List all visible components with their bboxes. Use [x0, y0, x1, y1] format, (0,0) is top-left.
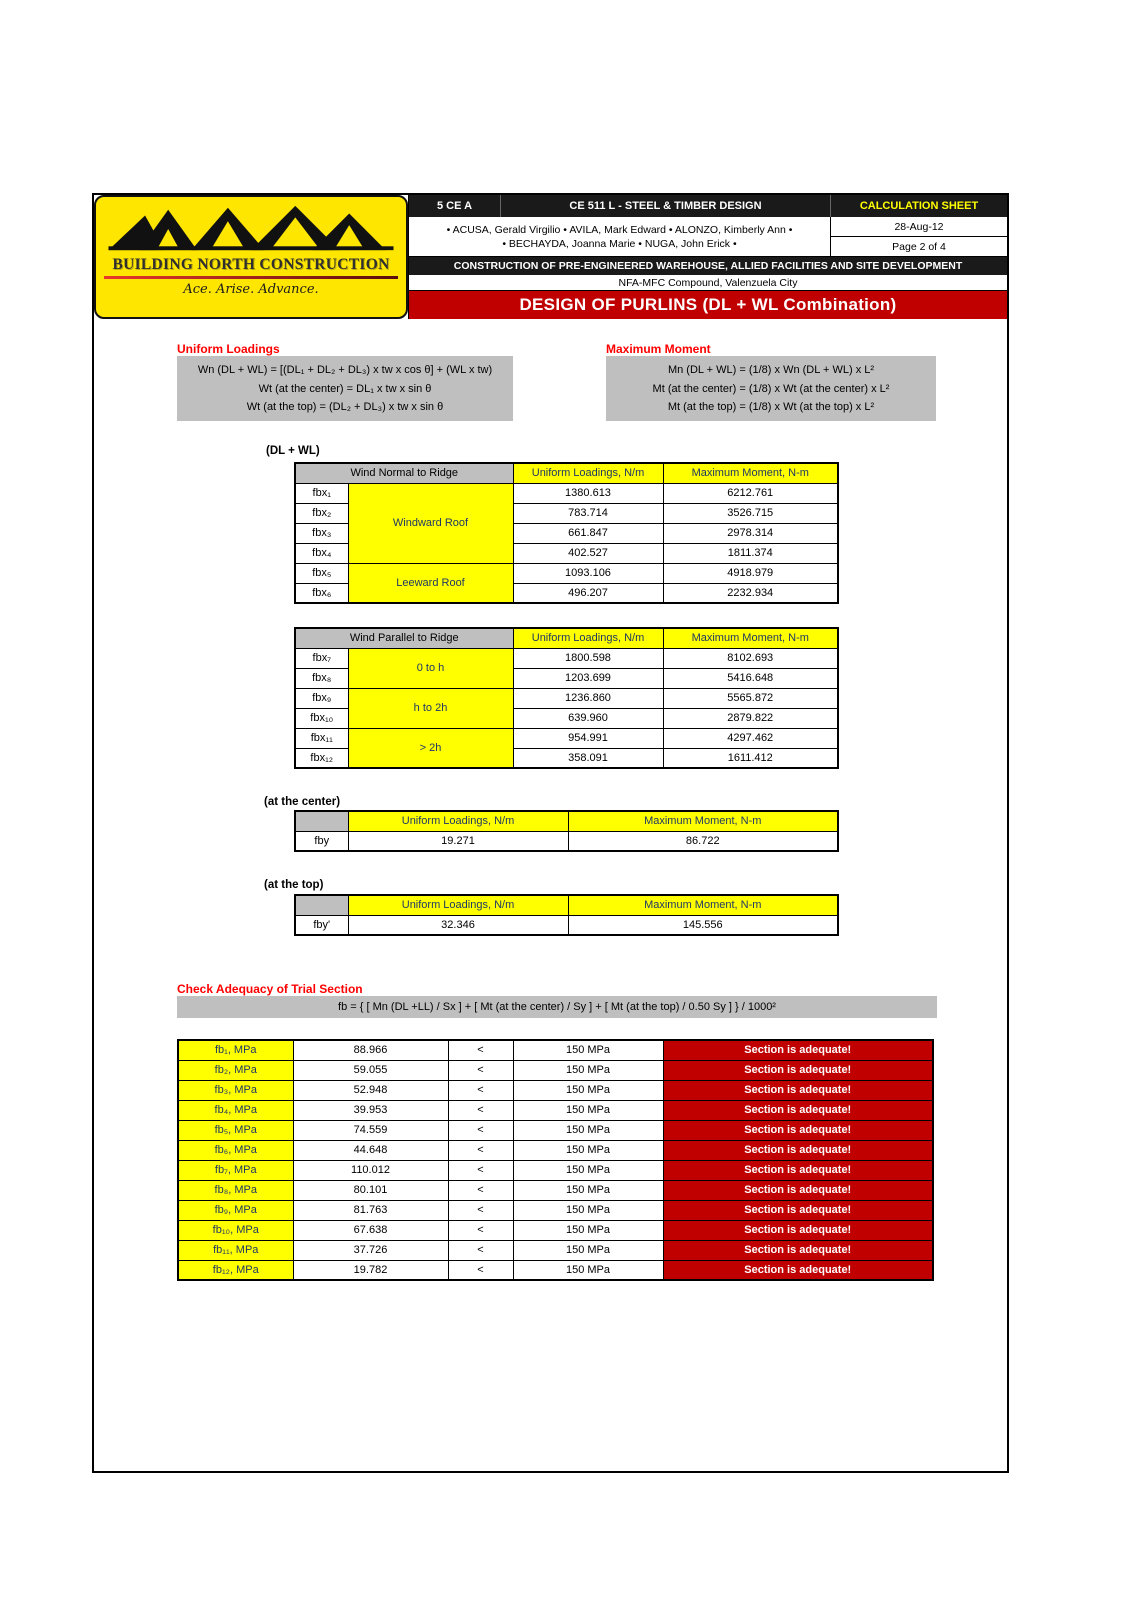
uniform-loading-value: 32.346: [348, 915, 568, 935]
adequacy-row: [178, 1180, 933, 1200]
uniform-loading-value: 1236.860: [513, 688, 663, 708]
row-label: fbx₂: [295, 503, 348, 523]
section-code: 5 CE A: [409, 195, 501, 217]
adequacy-row: [178, 1260, 933, 1280]
stress-label: fb₂, MPa: [178, 1060, 293, 1080]
zone-cell: Leeward Roof: [348, 563, 513, 603]
uniform-loadings-column-header: Uniform Loadings, N/m: [513, 463, 663, 483]
company-logo-graphic: [106, 202, 396, 254]
allowable-stress-value: 150 MPa: [513, 1180, 663, 1200]
row-label: fby': [295, 915, 348, 935]
maximum-moment-value: 4918.979: [663, 563, 838, 583]
adequacy-row: [178, 1100, 933, 1120]
adequacy-result: Section is adequate!: [663, 1140, 933, 1160]
maximum-moment-formula-box: [606, 356, 936, 421]
uniform-loading-value: 1203.699: [513, 668, 663, 688]
adequacy-result: Section is adequate!: [663, 1100, 933, 1120]
table-row: [295, 688, 838, 708]
wind-parallel-table: [294, 627, 839, 769]
maximum-moment-value: 5416.648: [663, 668, 838, 688]
allowable-stress-value: 150 MPa: [513, 1200, 663, 1220]
course-title: CE 511 L - STEEL & TIMBER DESIGN: [501, 195, 831, 217]
sheet-date: 28-Aug-12: [831, 217, 1007, 237]
row-label: fbx₆: [295, 583, 348, 603]
sheet-header: [94, 195, 1007, 319]
allowable-stress-value: 150 MPa: [513, 1060, 663, 1080]
row-label: fbx₁₁: [295, 728, 348, 748]
table-header-row: [295, 463, 838, 483]
maximum-moment-value: 8102.693: [663, 648, 838, 668]
team-members: [409, 217, 831, 256]
table-row: [295, 915, 838, 935]
header-info: [408, 195, 1007, 319]
uniform-loadings-column-header: Uniform Loadings, N/m: [513, 628, 663, 648]
adequacy-result: Section is adequate!: [663, 1040, 933, 1060]
comparison-operator: <: [448, 1160, 513, 1180]
comparison-operator: <: [448, 1040, 513, 1060]
comparison-operator: <: [448, 1240, 513, 1260]
comparison-operator: <: [448, 1140, 513, 1160]
stress-value: 59.055: [293, 1060, 448, 1080]
zone-cell: h to 2h: [348, 688, 513, 728]
maximum-moment-value: 2232.934: [663, 583, 838, 603]
page-number: Page 2 of 4: [892, 240, 946, 253]
formula-line: fb = { [ Mn (DL +LL) / Sx ] + [ Mt (at the center) / Sy ] + [ Mt (at the top) / 0.50 Sy ] } / 1000²: [338, 1001, 776, 1013]
date-page-block: [831, 217, 1007, 256]
allowable-stress-value: 150 MPa: [513, 1120, 663, 1140]
corner-cell: [295, 895, 348, 915]
row-label: fbx₄: [295, 543, 348, 563]
adequacy-table: [177, 1039, 934, 1281]
formula-line: Mn (DL + WL) = (1/8) x Wn (DL + WL) x L²: [667, 364, 875, 377]
maximum-moment-column-header: Maximum Moment, N-m: [568, 811, 838, 831]
adequacy-result: Section is adequate!: [663, 1160, 933, 1180]
stress-value: 67.638: [293, 1220, 448, 1240]
uniform-loading-value: 1380.613: [513, 483, 663, 503]
maximum-moment-value: 2879.822: [663, 708, 838, 728]
adequacy-result: Section is adequate!: [663, 1240, 933, 1260]
adequacy-row: [178, 1240, 933, 1260]
table-header-row: [295, 811, 838, 831]
maximum-moment-value: 6212.761: [663, 483, 838, 503]
table-row: [295, 483, 838, 503]
uniform-loadings-formula-box: [177, 356, 513, 421]
at-top-table: [294, 894, 839, 936]
adequacy-row: [178, 1120, 933, 1140]
adequacy-row: [178, 1080, 933, 1100]
stress-label: fb₉, MPa: [178, 1200, 293, 1220]
maximum-moment-value: 5565.872: [663, 688, 838, 708]
maximum-moment-value: 1811.374: [663, 543, 838, 563]
maximum-moment-value: 145.556: [568, 915, 838, 935]
uniform-loading-value: 1800.598: [513, 648, 663, 668]
members-line-1: • ACUSA, Gerald Virgilio • AVILA, Mark Edward • ALONZO, Kimberly Ann •: [446, 223, 793, 236]
uniform-loading-value: 496.207: [513, 583, 663, 603]
maximum-moment-value: 4297.462: [663, 728, 838, 748]
table-row: [295, 563, 838, 583]
stress-value: 88.966: [293, 1040, 448, 1060]
formula-line: Wt (at the center) = DL₁ x tw x sin θ: [258, 382, 432, 395]
comparison-operator: <: [448, 1100, 513, 1120]
comparison-operator: <: [448, 1120, 513, 1140]
allowable-stress-value: 150 MPa: [513, 1240, 663, 1260]
stress-label: fb₄, MPa: [178, 1100, 293, 1120]
project-title: CONSTRUCTION OF PRE-ENGINEERED WAREHOUSE, ALLIED FACILITIES AND SITE DEVELOPMENT: [409, 257, 1007, 275]
allowable-stress-value: 150 MPa: [513, 1080, 663, 1100]
row-label: fby: [295, 831, 348, 851]
uniform-loadings-column-header: Uniform Loadings, N/m: [348, 811, 568, 831]
company-name: BUILDING NORTH CONSTRUCTION: [112, 256, 390, 273]
comparison-operator: <: [448, 1220, 513, 1240]
corner-cell: [295, 811, 348, 831]
row-label: fbx₈: [295, 668, 348, 688]
maximum-moment-value: 86.722: [568, 831, 838, 851]
row-label: fbx₉: [295, 688, 348, 708]
stress-value: 80.101: [293, 1180, 448, 1200]
formula-line: Mt (at the top) = (1/8) x Wt (at the top) x L²: [667, 400, 875, 413]
stress-label: fb₅, MPa: [178, 1120, 293, 1140]
project-location: NFA-MFC Compound, Valenzuela City: [409, 275, 1007, 291]
maximum-moment-value: 2978.314: [663, 523, 838, 543]
row-label: fbx₁: [295, 483, 348, 503]
adequacy-result: Section is adequate!: [663, 1060, 933, 1080]
adequacy-row: [178, 1200, 933, 1220]
uniform-loading-value: 954.991: [513, 728, 663, 748]
comparison-operator: <: [448, 1060, 513, 1080]
table-row: [295, 831, 838, 851]
zone-cell: > 2h: [348, 728, 513, 768]
maximum-moment-column-header: Maximum Moment, N-m: [663, 628, 838, 648]
row-label: fbx₁₀: [295, 708, 348, 728]
comparison-operator: <: [448, 1200, 513, 1220]
stress-label: fb₁₁, MPa: [178, 1240, 293, 1260]
row-label: fbx₇: [295, 648, 348, 668]
table-header-row: [295, 895, 838, 915]
row-label: fbx₁₂: [295, 748, 348, 768]
uniform-loading-value: 783.714: [513, 503, 663, 523]
stress-value: 110.012: [293, 1160, 448, 1180]
company-tagline: Ace. Arise. Advance.: [183, 282, 319, 297]
maximum-moment-column-header: Maximum Moment, N-m: [663, 463, 838, 483]
uniform-loading-value: 358.091: [513, 748, 663, 768]
formula-line: Mt (at the center) = (1/8) x Wt (at the center) x L²: [652, 382, 890, 395]
adequacy-row: [178, 1060, 933, 1080]
stress-label: fb₇, MPa: [178, 1160, 293, 1180]
formula-line: Wn (DL + WL) = [(DL₁ + DL₂ + DL₃) x tw x cos θ] + (WL x tw): [197, 364, 493, 377]
adequacy-result: Section is adequate!: [663, 1180, 933, 1200]
adequacy-row: [178, 1220, 933, 1240]
adequacy-row: [178, 1140, 933, 1160]
stress-value: 37.726: [293, 1240, 448, 1260]
wind-normal-title: Wind Normal to Ridge: [295, 463, 513, 483]
row-label: fbx₃: [295, 523, 348, 543]
allowable-stress-value: 150 MPa: [513, 1140, 663, 1160]
calculation-sheet: [92, 193, 1009, 1473]
allowable-stress-value: 150 MPa: [513, 1160, 663, 1180]
stress-value: 19.782: [293, 1260, 448, 1280]
maximum-moment-value: 3526.715: [663, 503, 838, 523]
at-top-caption: (at the top): [264, 879, 324, 891]
maximum-moment-column-header: Maximum Moment, N-m: [568, 895, 838, 915]
adequacy-result: Section is adequate!: [663, 1200, 933, 1220]
uniform-loading-value: 639.960: [513, 708, 663, 728]
uniform-loading-value: 661.847: [513, 523, 663, 543]
stress-label: fb₁, MPa: [178, 1040, 293, 1060]
members-line-2: • BECHAYDA, Joanna Marie • NUGA, John Erick •: [502, 237, 737, 250]
stress-value: 52.948: [293, 1080, 448, 1100]
comparison-operator: <: [448, 1260, 513, 1280]
adequacy-result: Section is adequate!: [663, 1080, 933, 1100]
comparison-operator: <: [448, 1080, 513, 1100]
row-label: fbx₅: [295, 563, 348, 583]
stress-label: fb₆, MPa: [178, 1140, 293, 1160]
comparison-operator: <: [448, 1180, 513, 1200]
combination-caption: (DL + WL): [266, 445, 320, 457]
header-top-row: [409, 195, 1007, 217]
zone-cell: 0 to h: [348, 648, 513, 688]
logo-divider: [104, 276, 398, 279]
adequacy-row: [178, 1160, 933, 1180]
zone-cell: Windward Roof: [348, 483, 513, 563]
stress-label: fb₈, MPa: [178, 1180, 293, 1200]
table-row: [295, 648, 838, 668]
stress-label: fb₁₂, MPa: [178, 1260, 293, 1280]
uniform-loading-value: 19.271: [348, 831, 568, 851]
maximum-moment-label: Maximum Moment: [606, 342, 711, 356]
page-title: DESIGN OF PURLINS (DL + WL Combination): [409, 291, 1007, 319]
allowable-stress-value: 150 MPa: [513, 1100, 663, 1120]
stress-value: 44.648: [293, 1140, 448, 1160]
formula-line: Wt (at the top) = (DL₂ + DL₃) x tw x sin θ: [246, 400, 444, 413]
adequacy-result: Section is adequate!: [663, 1220, 933, 1240]
allowable-stress-value: 150 MPa: [513, 1260, 663, 1280]
allowable-stress-value: 150 MPa: [513, 1040, 663, 1060]
header-members-row: [409, 217, 1007, 257]
stress-value: 74.559: [293, 1120, 448, 1140]
uniform-loadings-column-header: Uniform Loadings, N/m: [348, 895, 568, 915]
table-row: [295, 728, 838, 748]
wind-parallel-title: Wind Parallel to Ridge: [295, 628, 513, 648]
at-center-caption: (at the center): [264, 796, 341, 808]
stress-value: 81.763: [293, 1200, 448, 1220]
stress-value: 39.953: [293, 1100, 448, 1120]
adequacy-result: Section is adequate!: [663, 1120, 933, 1140]
uniform-loading-value: 402.527: [513, 543, 663, 563]
uniform-loading-value: 1093.106: [513, 563, 663, 583]
company-logo: [94, 195, 408, 319]
stress-label: fb₁₀, MPa: [178, 1220, 293, 1240]
adequacy-result: Section is adequate!: [663, 1260, 933, 1280]
adequacy-check-label: Check Adequacy of Trial Section: [177, 982, 363, 996]
stress-label: fb₃, MPa: [178, 1080, 293, 1100]
table-header-row: [295, 628, 838, 648]
allowable-stress-value: 150 MPa: [513, 1220, 663, 1240]
sheet-type-label: CALCULATION SHEET: [859, 200, 979, 212]
adequacy-row: [178, 1040, 933, 1060]
maximum-moment-value: 1611.412: [663, 748, 838, 768]
uniform-loadings-label: Uniform Loadings: [177, 342, 280, 356]
adequacy-formula-box: [177, 996, 937, 1018]
at-center-table: [294, 810, 839, 852]
wind-normal-table: [294, 462, 839, 604]
